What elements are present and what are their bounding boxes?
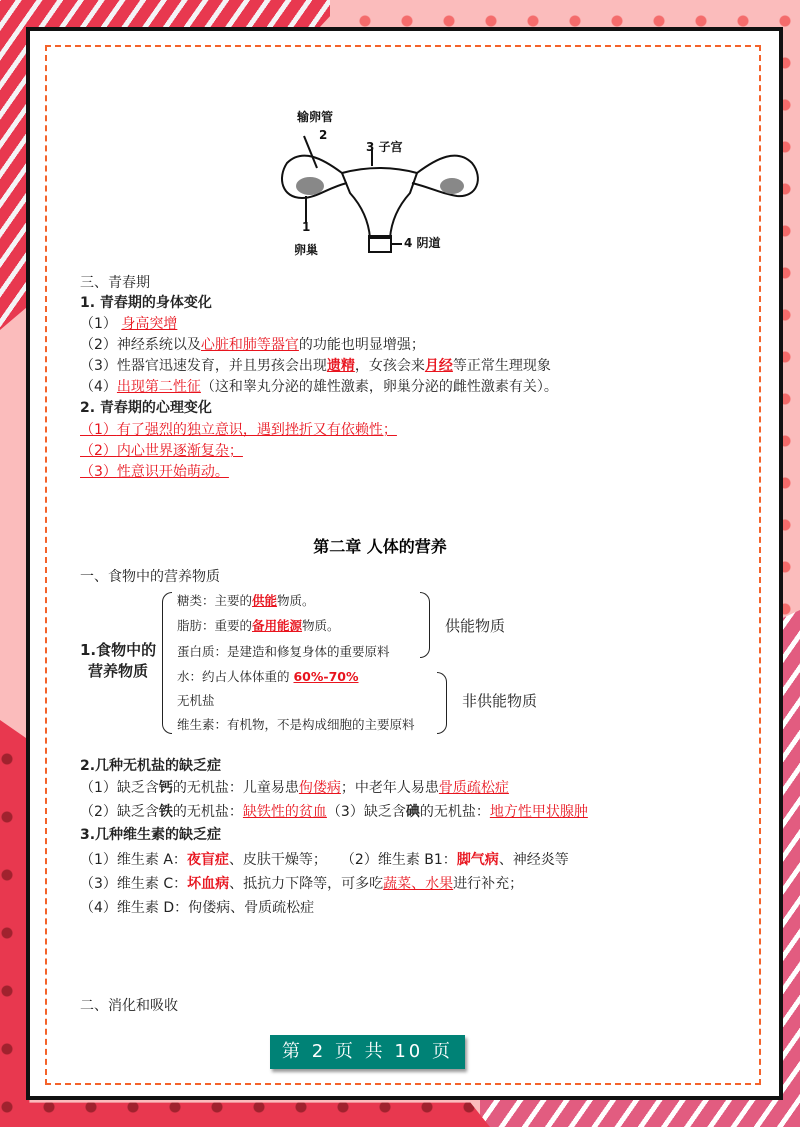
text-line bbox=[80, 315, 177, 333]
text-line bbox=[80, 803, 588, 821]
text: ；中老年人易患 bbox=[340, 780, 439, 796]
right-brace bbox=[420, 592, 430, 658]
text: （这和睾丸分泌的雄性激素，卵巢分泌的雌性激素有关）。 bbox=[200, 379, 558, 395]
text: 脂肪：重要的 bbox=[177, 618, 253, 633]
highlight-term: 骨质疏松症 bbox=[438, 780, 509, 796]
text-line bbox=[177, 643, 390, 661]
text: （2）缺乏含 bbox=[80, 804, 159, 820]
highlight-term: 遗精 bbox=[326, 358, 355, 374]
text: 的无机盐： bbox=[419, 804, 490, 820]
highlight-term: 佝偻病 bbox=[298, 780, 341, 796]
text-line bbox=[80, 442, 243, 460]
text: （1）维生素 A： bbox=[80, 852, 187, 868]
text: （1） bbox=[80, 422, 117, 438]
page-number-badge: 第 2 页 共 10 页 bbox=[270, 1035, 465, 1069]
text-line bbox=[80, 463, 229, 481]
text: 、皮肤干燥等； （2）维生素 B1： bbox=[228, 852, 457, 868]
text: 、抵抗力下降等，可多吃 bbox=[229, 876, 384, 892]
highlight-term: 供能 bbox=[252, 593, 278, 608]
text-line bbox=[80, 336, 425, 354]
highlight-term: 身高突增 bbox=[121, 316, 178, 332]
text-line bbox=[177, 692, 215, 710]
label-uterus: 3 子宫 bbox=[366, 140, 403, 154]
nutrients-label: 1.食物中的 bbox=[80, 641, 157, 659]
label-1: 1 bbox=[302, 220, 311, 234]
subheading: 1. 青春期的身体变化 bbox=[80, 295, 212, 311]
text-line bbox=[80, 899, 314, 917]
text-line bbox=[80, 421, 397, 439]
highlight-term: 月经 bbox=[424, 358, 453, 374]
text: （4） bbox=[80, 379, 117, 395]
text: （4）维生素 D：佝偻病、骨质疏松症 bbox=[80, 900, 315, 916]
highlight-term: 坏血病 bbox=[187, 876, 230, 892]
text: （2）神经系统以及 bbox=[80, 337, 201, 353]
nutrients-label: 营养物质 bbox=[88, 662, 149, 680]
text: （3）维生素 C： bbox=[80, 876, 188, 892]
text: 蛋白质：是建造和修复身体的重要原料 bbox=[177, 644, 390, 659]
label-vagina: 4 阴道 bbox=[404, 236, 441, 250]
text: 物质。 bbox=[277, 593, 315, 608]
highlight-term: 有了强烈的独立意识，遇到挫折又有依赖性； bbox=[116, 422, 397, 438]
text: 的无机盐：儿童易患 bbox=[172, 780, 299, 796]
text: 维生素：有机物，不是构成细胞的主要原料 bbox=[177, 717, 415, 732]
subheading: 2.几种无机盐的缺乏症 bbox=[80, 758, 222, 774]
highlight-term: 蔬菜、水果 bbox=[383, 876, 454, 892]
text: 进行补充； bbox=[453, 876, 524, 892]
label-ovary: 卵巢 bbox=[294, 243, 319, 257]
text: 水：约占人体体重的 bbox=[177, 669, 294, 684]
text-line bbox=[177, 617, 340, 635]
text: 等正常生理现象 bbox=[452, 358, 551, 374]
uterus-illustration bbox=[272, 108, 487, 263]
text: （1）缺乏含 bbox=[80, 780, 159, 796]
highlight-term: 心脏和肺等器官 bbox=[200, 337, 299, 353]
label-oviduct: 输卵管 bbox=[297, 110, 334, 124]
text: （2） bbox=[80, 443, 117, 459]
highlight-term: 脚气病 bbox=[456, 852, 499, 868]
text-line bbox=[177, 592, 315, 610]
text-line bbox=[80, 779, 509, 797]
text: ，女孩会来 bbox=[354, 358, 425, 374]
right-brace bbox=[437, 672, 447, 734]
text: 无机盐 bbox=[177, 693, 215, 708]
highlight-term: 出现第二性征 bbox=[116, 379, 201, 395]
text: （3） bbox=[80, 464, 117, 480]
text-line bbox=[80, 851, 569, 869]
highlight-term: 60%-70% bbox=[293, 669, 359, 684]
subheading: 2. 青春期的心理变化 bbox=[80, 400, 212, 416]
text-line bbox=[177, 716, 415, 734]
text: 、神经炎等 bbox=[498, 852, 569, 868]
section-heading: 二、消化和吸收 bbox=[80, 998, 178, 1014]
group-label: 非供能物质 bbox=[462, 692, 538, 710]
highlight-term: 内心世界逐渐复杂； bbox=[116, 443, 243, 459]
text: （1） bbox=[80, 316, 122, 332]
highlight-term: 备用能源 bbox=[252, 618, 303, 633]
text-line bbox=[80, 357, 551, 375]
highlight-term: 铁 bbox=[158, 804, 173, 820]
text: （3）缺乏含 bbox=[326, 804, 406, 820]
label-2: 2 bbox=[319, 128, 328, 142]
highlight-term: 性意识开始萌动。 bbox=[116, 464, 229, 480]
section-heading: 三、青春期 bbox=[80, 275, 150, 291]
highlight-term: 夜盲症 bbox=[186, 852, 229, 868]
group-label: 供能物质 bbox=[445, 617, 506, 635]
text: 的功能也明显增强； bbox=[298, 337, 425, 353]
highlight-term: 钙 bbox=[158, 780, 173, 796]
text: 糖类：主要的 bbox=[177, 593, 253, 608]
text: 物质。 bbox=[302, 618, 340, 633]
text: （3）性器官迅速发育，并且男孩会出现 bbox=[80, 358, 327, 374]
section-heading: 一、食物中的营养物质 bbox=[80, 569, 220, 585]
chapter-title: 第二章 人体的营养 bbox=[313, 537, 447, 556]
left-brace bbox=[162, 592, 172, 734]
highlight-term: 碘 bbox=[405, 804, 420, 820]
subheading: 3.几种维生素的缺乏症 bbox=[80, 827, 222, 843]
reproductive-diagram bbox=[272, 108, 487, 263]
highlight-term: 缺铁性的贫血 bbox=[242, 804, 327, 820]
text-line bbox=[80, 378, 558, 396]
highlight-term: 地方性甲状腺肿 bbox=[489, 804, 588, 820]
text: 的无机盐： bbox=[172, 804, 243, 820]
text-line bbox=[80, 875, 523, 893]
text-line bbox=[177, 668, 359, 686]
